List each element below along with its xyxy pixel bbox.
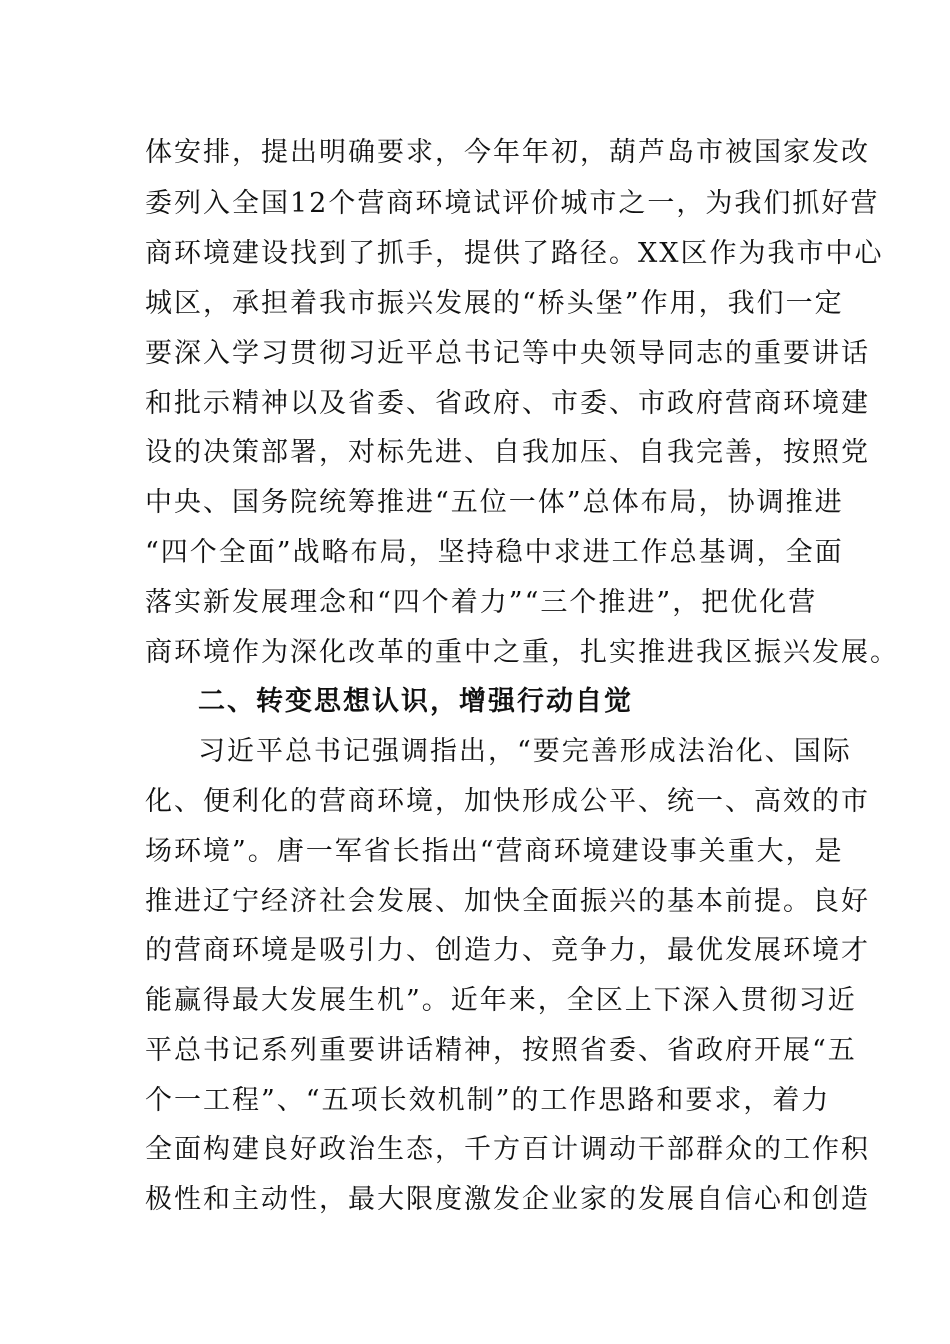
paragraph-line: 落实新发展理念和“四个着力”“三个推进”，把优化营 xyxy=(145,587,818,618)
paragraph-line: 中央、国务院统筹推进“五位一体”总体布局，协调推进 xyxy=(145,487,844,518)
paragraph-line: 体安排，提出明确要求，今年年初，葫芦岛市被国家发改 xyxy=(145,137,870,168)
paragraph-line: 能赢得最大发展生机”。近年来，全区上下深入贯彻习近 xyxy=(145,985,857,1016)
paragraph-line: 全面构建良好政治生态，千方百计调动干部群众的工作积 xyxy=(145,1134,870,1165)
paragraph-line: 要深入学习贯彻习近平总书记等中央领导同志的重要讲话 xyxy=(145,338,870,369)
paragraph-line: 商环境建设找到了抓手，提供了路径。XX区作为我市中心 xyxy=(145,238,884,269)
paragraph-line: 场环境”。唐一军省长指出“营商环境建设事关重大，是 xyxy=(145,836,844,867)
paragraph-line: 城区，承担着我市振兴发展的“桥头堡”作用，我们一定 xyxy=(145,288,844,319)
paragraph-line: 委列入全国12个营商环境试评价城市之一，为我们抓好营 xyxy=(145,188,880,219)
paragraph-line: 推进辽宁经济社会发展、加快全面振兴的基本前提。良好 xyxy=(145,886,870,917)
paragraph-line: 平总书记系列重要讲话精神，按照省委、省政府开展“五 xyxy=(145,1035,857,1066)
paragraph-line: 习近平总书记强调指出，“要完善形成法治化、国际 xyxy=(198,736,852,767)
paragraph-line: 设的决策部署，对标先进、自我加压、自我完善，按照党 xyxy=(145,437,870,468)
paragraph-line: 和批示精神以及省委、省政府、市委、市政府营商环境建 xyxy=(145,388,870,419)
paragraph-line: 个一工程”、“五项长效机制”的工作思路和要求，着力 xyxy=(145,1085,831,1116)
paragraph-line: 的营商环境是吸引力、创造力、竞争力，最优发展环境才 xyxy=(145,935,870,966)
paragraph-line: 化、便利化的营商环境，加快形成公平、统一、高效的市 xyxy=(145,786,870,817)
paragraph-line: “四个全面”战略布局，坚持稳中求进工作总基调，全面 xyxy=(145,537,844,568)
paragraph-line: 极性和主动性，最大限度激发企业家的发展自信心和创造 xyxy=(145,1184,870,1215)
section-heading: 二、转变思想认识，增强行动自觉 xyxy=(198,686,633,717)
paragraph-line: 商环境作为深化改革的重中之重，扎实推进我区振兴发展。 xyxy=(145,637,899,668)
